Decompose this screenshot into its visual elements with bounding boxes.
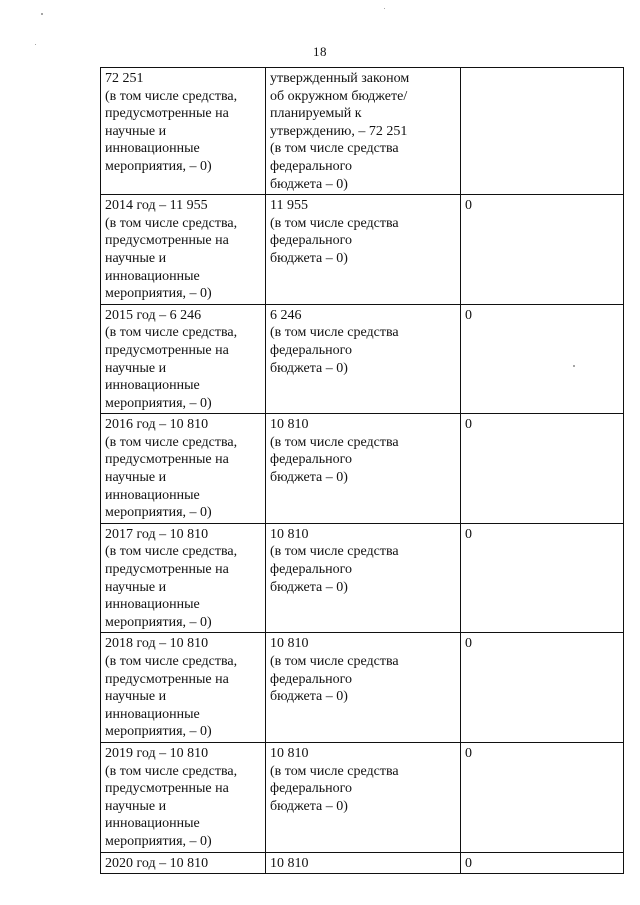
table-row bbox=[101, 742, 624, 852]
extra-funding-cell: 0 bbox=[461, 195, 624, 305]
scan-speck bbox=[41, 13, 43, 15]
table-row bbox=[101, 523, 624, 633]
funding-source-cell: утвержденный законом об окружном бюджете/ планируемый к утверждению, – 72 251 (в том числе средства федерального бюджета – 0) bbox=[266, 68, 461, 195]
year-total-cell: 2016 год – 10 810 (в том числе средства, предусмотренные на научные и инновационные мероприятия, – 0) bbox=[101, 414, 266, 524]
extra-funding-cell: 0 bbox=[461, 304, 624, 414]
extra-funding-cell: 0 bbox=[461, 742, 624, 852]
year-total-cell: 2019 год – 10 810 (в том числе средства, предусмотренные на научные и инновационные мероприятия, – 0) bbox=[101, 742, 266, 852]
table-row bbox=[101, 852, 624, 874]
year-total-cell: 2017 год – 10 810 (в том числе средства, предусмотренные на научные и инновационные мероприятия, – 0) bbox=[101, 523, 266, 633]
district-budget-cell: 11 955 (в том числе средства федерального бюджета – 0) bbox=[266, 195, 461, 305]
budget-table bbox=[100, 67, 624, 874]
page-number: 18 bbox=[313, 44, 327, 59]
table-row bbox=[101, 304, 624, 414]
funding-total-cell: 72 251 (в том числе средства, предусмотренные на научные и инновационные мероприятия, – 0) bbox=[101, 68, 266, 195]
year-total-cell: 2018 год – 10 810 (в том числе средства, предусмотренные на научные и инновационные мероприятия, – 0) bbox=[101, 633, 266, 743]
district-budget-cell: 10 810 (в том числе средства федерального бюджета – 0) bbox=[266, 742, 461, 852]
table-row bbox=[101, 414, 624, 524]
table-row bbox=[101, 195, 624, 305]
extra-funding-cell: 0 bbox=[461, 414, 624, 524]
extra-funding-cell: 0 bbox=[461, 852, 624, 874]
district-budget-cell: 10 810 (в том числе средства федерального бюджета – 0) bbox=[266, 633, 461, 743]
extra-funding-cell: 0 bbox=[461, 633, 624, 743]
table-row bbox=[101, 633, 624, 743]
district-budget-cell: 10 810 (в том числе средства федерального бюджета – 0) bbox=[266, 414, 461, 524]
extra-funding-cell bbox=[461, 68, 624, 195]
scan-speck bbox=[384, 8, 385, 9]
district-budget-cell: 6 246 (в том числе средства федерального бюджета – 0) bbox=[266, 304, 461, 414]
year-total-cell: 2020 год – 10 810 bbox=[101, 852, 266, 874]
district-budget-cell: 10 810 bbox=[266, 852, 461, 874]
district-budget-cell: 10 810 (в том числе средства федерального бюджета – 0) bbox=[266, 523, 461, 633]
year-total-cell: 2015 год – 6 246 (в том числе средства, предусмотренные на научные и инновационные мероприятия, – 0) bbox=[101, 304, 266, 414]
table-row bbox=[101, 68, 624, 195]
extra-funding-cell: 0 bbox=[461, 523, 624, 633]
year-total-cell: 2014 год – 11 955 (в том числе средства, предусмотренные на научные и инновационные мероприятия, – 0) bbox=[101, 195, 266, 305]
